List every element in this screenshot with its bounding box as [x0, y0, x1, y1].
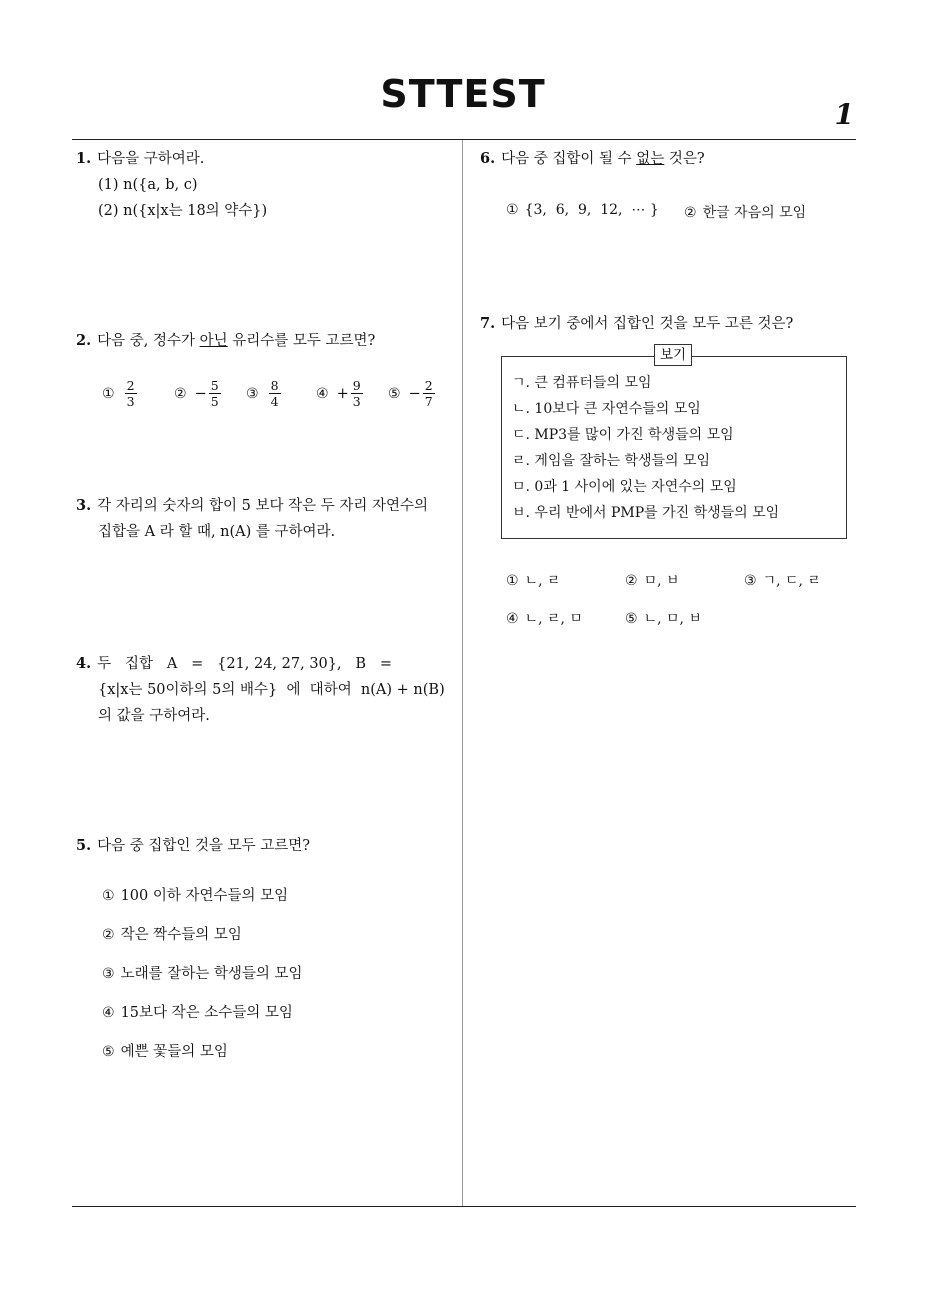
question-number: 2.	[76, 332, 92, 349]
option-marker: ②	[102, 927, 115, 943]
question-5	[76, 833, 456, 859]
question-prompt: 다음 중 집합인 것을 모두 고르면?	[97, 838, 311, 854]
option-4[interactable]	[506, 608, 583, 628]
option-4[interactable]	[316, 378, 363, 409]
question-number: 4.	[76, 655, 92, 672]
option-text: 한글 자음의 모임	[702, 205, 807, 221]
option-marker: ⑤	[102, 1044, 115, 1060]
question-line: 집합을 A 라 할 때, n(A) 를 구하여라.	[98, 524, 336, 540]
question-number: 7.	[480, 315, 496, 332]
page-title: STTEST	[380, 72, 546, 116]
bogi-item: ㄱ. 큰 컴퓨터들의 모임	[512, 375, 652, 391]
option-marker: ⑤	[388, 385, 401, 402]
option-marker: ③	[246, 385, 259, 402]
question-number: 5.	[76, 837, 92, 854]
top-rule	[72, 139, 856, 140]
option-1[interactable]	[506, 202, 659, 218]
numerator: 2	[424, 378, 433, 393]
question-3	[76, 493, 456, 545]
question-line: 각 자리의 숫자의 합이 5 보다 작은 두 자리 자연수의	[97, 498, 428, 514]
option-1[interactable]	[506, 570, 561, 590]
option-marker: ①	[102, 385, 115, 402]
option-1[interactable]	[102, 884, 288, 905]
option-2[interactable]	[174, 378, 221, 409]
option-fraction	[209, 378, 221, 409]
question-prompt-after: 유리수를 모두 고르면?	[227, 333, 376, 349]
option-marker: ②	[684, 205, 697, 221]
question-prompt-after: 것은?	[664, 151, 705, 167]
bogi-item: ㅂ. 우리 반에서 PMP를 가진 학생들의 모임	[512, 505, 780, 521]
option-fraction	[125, 378, 137, 409]
option-1[interactable]	[102, 378, 137, 409]
question-prompt-emphasis: 아닌	[199, 333, 228, 349]
bogi-item: ㄷ. MP3를 많이 가진 학생들의 모임	[512, 427, 734, 443]
question-4	[76, 651, 456, 729]
option-fraction	[423, 378, 435, 409]
denominator: 4	[270, 394, 279, 409]
option-2[interactable]	[684, 202, 806, 222]
option-3[interactable]	[744, 570, 821, 590]
question-line: 의 값을 구하여라.	[98, 708, 210, 724]
option-text: 15보다 작은 소수들의 모임	[120, 1005, 293, 1021]
option-marker: ①	[506, 202, 519, 218]
option-sign: −	[194, 385, 207, 402]
bogi-label: 보기	[654, 344, 692, 366]
question-1	[76, 146, 456, 224]
option-marker: ④	[316, 385, 329, 402]
numerator: 8	[270, 378, 279, 393]
option-text: 100 이하 자연수들의 모임	[120, 888, 289, 904]
numerator: 5	[210, 378, 219, 393]
denominator: 3	[352, 394, 361, 409]
option-3[interactable]	[102, 962, 302, 983]
option-marker: ①	[102, 888, 115, 904]
option-5[interactable]	[388, 378, 435, 409]
sub-item: (2) n({x|x는 18의 약수})	[98, 203, 268, 219]
question-prompt: 다음을 구하여라.	[97, 151, 205, 167]
option-marker: ③	[744, 573, 757, 589]
question-number: 3.	[76, 497, 92, 514]
option-5[interactable]	[102, 1040, 228, 1061]
numerator: 9	[352, 378, 361, 393]
option-5[interactable]	[625, 608, 702, 628]
question-prompt-before: 다음 중 집합이 될 수	[501, 151, 637, 167]
question-prompt-emphasis: 없는	[636, 151, 665, 167]
option-fraction	[269, 378, 281, 409]
option-text: 작은 짝수들의 모임	[120, 927, 242, 943]
bogi-item: ㄴ. 10보다 큰 자연수들의 모임	[512, 401, 701, 417]
question-6	[480, 146, 850, 172]
option-2[interactable]	[625, 570, 680, 590]
option-text: ㄴ, ㄹ	[524, 573, 561, 589]
option-marker: ②	[625, 573, 638, 589]
option-text: ㅁ, ㅂ	[643, 573, 680, 589]
option-text: ㄴ, ㄹ, ㅁ	[524, 611, 583, 627]
question-number: 1.	[76, 150, 92, 167]
column-divider	[462, 140, 463, 1206]
bogi-item: ㅁ. 0과 1 사이에 있는 자연수의 모임	[512, 479, 737, 495]
denominator: 7	[424, 394, 433, 409]
option-marker: ⑤	[625, 611, 638, 627]
question-number: 6.	[480, 150, 496, 167]
question-2	[76, 328, 456, 354]
denominator: 5	[210, 394, 219, 409]
option-sign: +	[336, 385, 349, 402]
option-marker: ③	[102, 966, 115, 982]
bottom-rule	[72, 1206, 856, 1207]
denominator: 3	[126, 394, 135, 409]
option-text: 예쁜 꽃들의 모임	[120, 1044, 228, 1060]
question-line: {x|x는 50이하의 5의 배수} 에 대하여 n(A) + n(B)	[98, 682, 445, 698]
option-marker: ④	[102, 1005, 115, 1021]
option-4[interactable]	[102, 1001, 293, 1022]
option-marker: ①	[506, 573, 519, 589]
option-text: 노래를 잘하는 학생들의 모임	[120, 966, 303, 982]
numerator: 2	[126, 378, 135, 393]
option-marker: ②	[174, 385, 187, 402]
question-prompt: 다음 보기 중에서 집합인 것을 모두 고른 것은?	[501, 316, 794, 332]
option-text: {3, 6, 9, 12, ⋯ }	[524, 202, 659, 218]
option-sign: −	[408, 385, 421, 402]
sub-item: (1) n({a, b, c)	[98, 177, 198, 193]
question-prompt-before: 다음 중, 정수가	[97, 333, 200, 349]
option-fraction	[351, 378, 363, 409]
option-2[interactable]	[102, 923, 242, 944]
question-7	[480, 311, 850, 337]
option-text: ㄴ, ㅁ, ㅂ	[643, 611, 702, 627]
bogi-items	[512, 370, 842, 526]
option-text: ㄱ, ㄷ, ㄹ	[762, 573, 821, 589]
bogi-item: ㄹ. 게임을 잘하는 학생들의 모임	[512, 453, 711, 469]
option-marker: ④	[506, 611, 519, 627]
question-line: 두 집합 A = {21, 24, 27, 30}, B =	[97, 656, 393, 672]
page-number: 1	[834, 98, 854, 131]
option-3[interactable]	[246, 378, 281, 409]
q2-options	[102, 378, 452, 418]
